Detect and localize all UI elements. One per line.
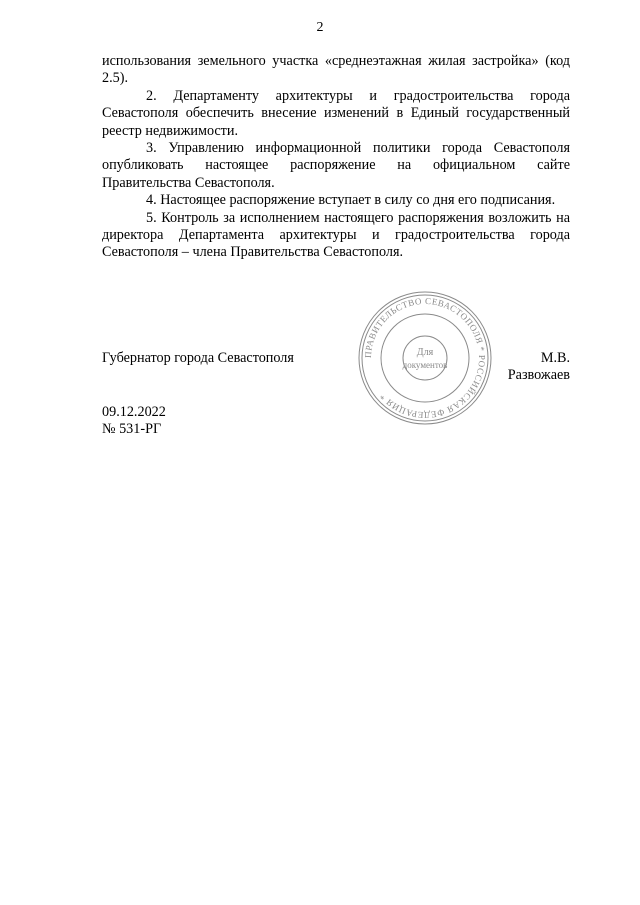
seal-ring-text: ПРАВИТЕЛЬСТВО СЕВАСТОПОЛЯ * РОССИЙСКАЯ ФЕДЕРАЦИЯ * [362, 295, 488, 421]
seal-outer-circle [359, 292, 491, 424]
paragraph-item-5: 5. Контроль за исполнением настоящего распоряжения возложить на директора Департамента архитектуры и градостроительства города Севастополя – члена Правительства Севастополя. [102, 209, 570, 261]
document-body [102, 53, 570, 262]
seal-center-circle [403, 336, 447, 380]
paragraph-item-3: 3. Управлению информационной политики города Севастополя опубликовать настоящее распоряжение на официальном сайте Правительства Севастополя. [102, 140, 570, 191]
seal-inner-text-line-2: документов [402, 360, 448, 370]
signatory-position: Губернатор города Севастополя [102, 350, 294, 366]
seal-inner-text-line-1: Для [416, 347, 434, 358]
official-seal-stamp [355, 288, 495, 428]
signatory-name: М.В. Развожаев [507, 350, 570, 383]
paragraph-item-4: 4. Настоящее распоряжение вступает в силу со дня его подписания. [146, 192, 556, 209]
seal-inner-circle [381, 314, 469, 402]
page-number: 2 [316, 20, 324, 35]
paragraph-continuation: использования земельного участка «среднеэтажная жилая застройка» (код 2.5). [102, 53, 570, 87]
document-date: 09.12.2022 [102, 404, 166, 420]
paragraph-item-2: 2. Департаменту архитектуры и градостроительства города Севастополя обеспечить внесение изменений в Единый государственный реестр недвижимости. [102, 87, 570, 139]
document-number: № 531-РГ [102, 421, 162, 437]
